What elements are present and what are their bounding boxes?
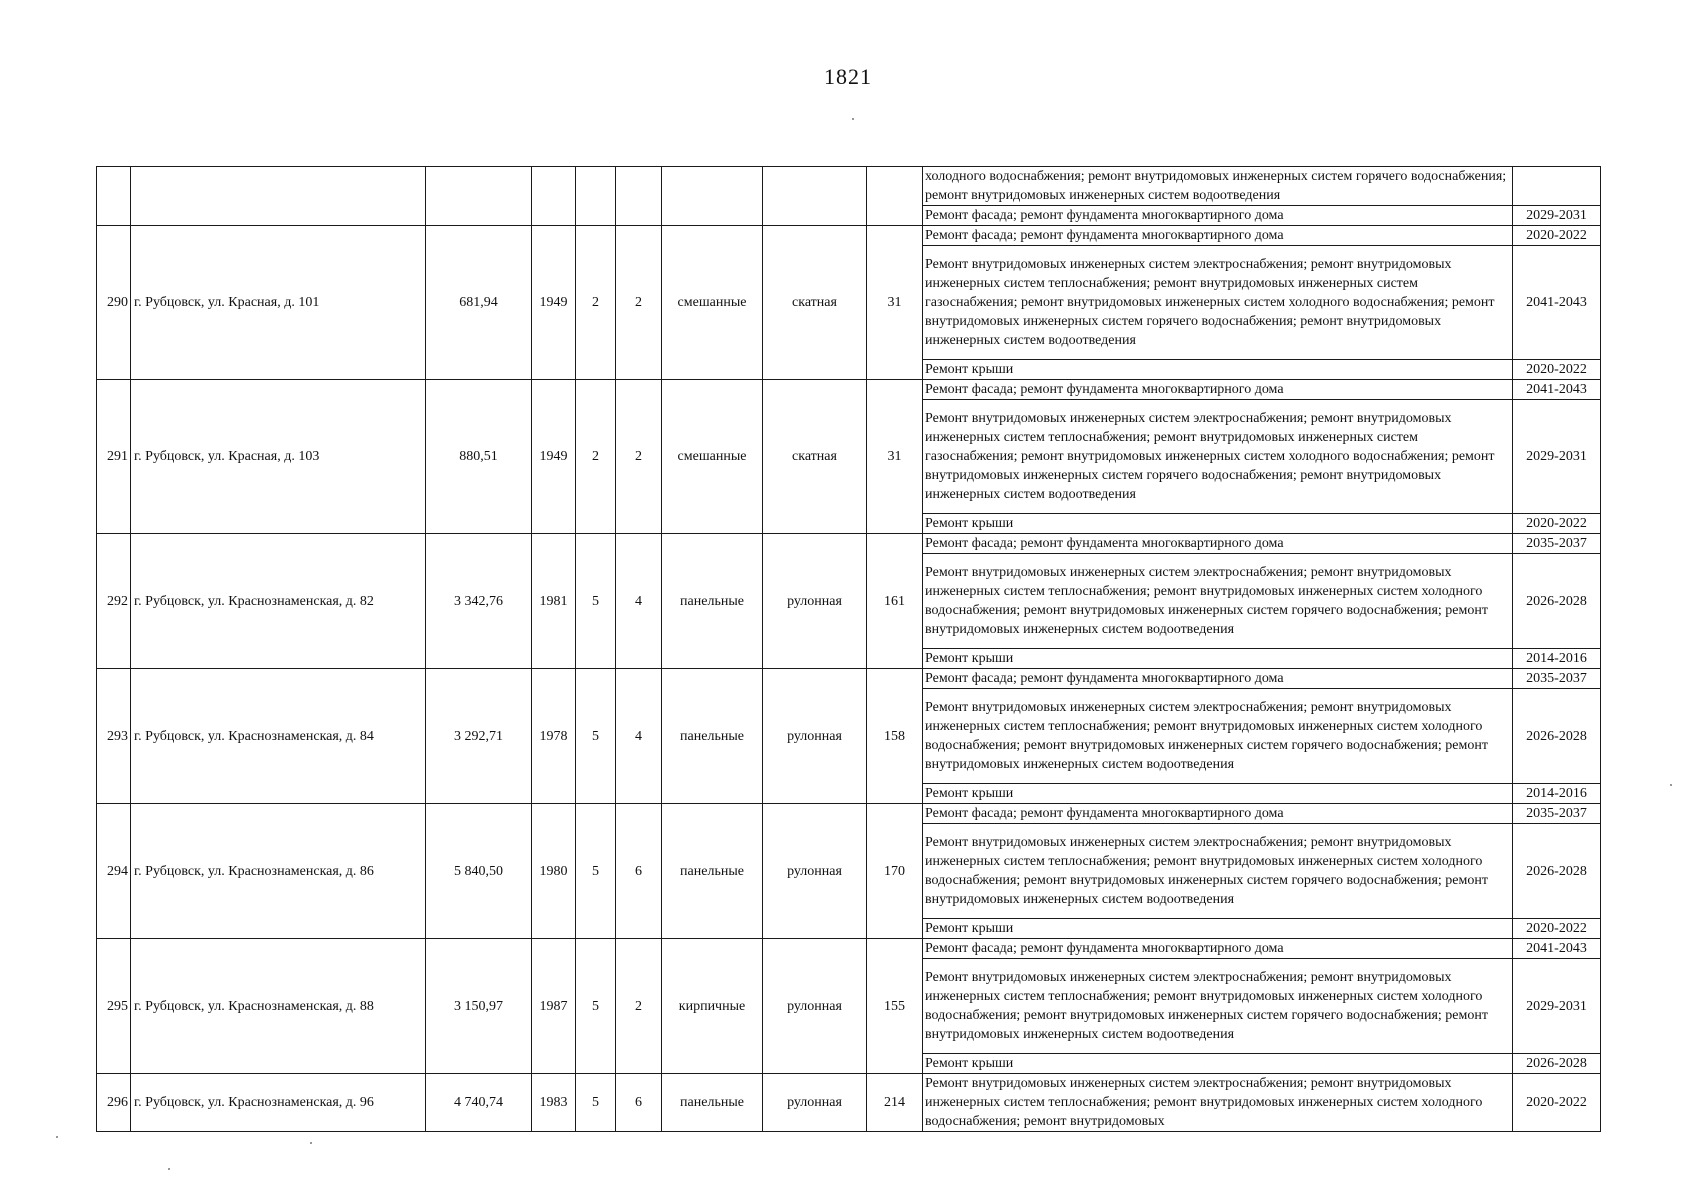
- residents-cell: 170: [867, 804, 923, 939]
- work-description-cell: Ремонт фасада; ремонт фундамента многоквартирного дома: [923, 206, 1513, 226]
- empty-continuation-cell: [763, 167, 867, 226]
- work-period-cell: 2026-2028: [1513, 554, 1601, 649]
- work-description-cell: Ремонт крыши: [923, 514, 1513, 534]
- wall-material-cell: смешанные: [662, 380, 763, 534]
- work-description-cell: Ремонт крыши: [923, 784, 1513, 804]
- table-body: [97, 167, 1601, 1132]
- table-row: [97, 804, 1601, 824]
- entrances-cell: 2: [616, 226, 662, 380]
- scan-speck: [168, 1168, 170, 1170]
- residents-cell: 155: [867, 939, 923, 1074]
- scan-speck: [1670, 784, 1672, 786]
- address-cell: г. Рубцовск, ул. Красная, д. 101: [131, 226, 426, 380]
- floors-cell: 5: [576, 804, 616, 939]
- address-cell: г. Рубцовск, ул. Краснознаменская, д. 82: [131, 534, 426, 669]
- build-year-cell: 1978: [532, 669, 576, 804]
- work-description-cell: Ремонт фасада; ремонт фундамента многоквартирного дома: [923, 226, 1513, 246]
- work-period-cell: 2020-2022: [1513, 919, 1601, 939]
- work-description-cell: Ремонт крыши: [923, 360, 1513, 380]
- wall-material-cell: панельные: [662, 1074, 763, 1132]
- wall-material-cell: кирпичные: [662, 939, 763, 1074]
- roof-type-cell: скатная: [763, 226, 867, 380]
- work-description-cell: Ремонт фасада; ремонт фундамента многоквартирного дома: [923, 939, 1513, 959]
- roof-type-cell: скатная: [763, 380, 867, 534]
- residents-cell: 31: [867, 380, 923, 534]
- work-description-cell: Ремонт фасада; ремонт фундамента многоквартирного дома: [923, 669, 1513, 689]
- total-area-cell: 4 740,74: [426, 1074, 532, 1132]
- floors-cell: 5: [576, 534, 616, 669]
- work-period-cell: 2035-2037: [1513, 534, 1601, 554]
- work-period-cell: 2026-2028: [1513, 824, 1601, 919]
- table-row: [97, 167, 1601, 206]
- total-area-cell: 5 840,50: [426, 804, 532, 939]
- work-period-cell: 2041-2043: [1513, 380, 1601, 400]
- floors-cell: 5: [576, 939, 616, 1074]
- entrances-cell: 4: [616, 534, 662, 669]
- row-number-cell: 293: [97, 669, 131, 804]
- work-period-cell: 2035-2037: [1513, 669, 1601, 689]
- work-period-cell: 2026-2028: [1513, 689, 1601, 784]
- build-year-cell: 1949: [532, 226, 576, 380]
- wall-material-cell: панельные: [662, 534, 763, 669]
- wall-material-cell: смешанные: [662, 226, 763, 380]
- work-description-cell: Ремонт внутридомовых инженерных систем электроснабжения; ремонт внутридомовых инженерных систем теплоснабжения; ремонт внутридомовых инженерных систем холодного водоснабжения; ремонт внутридомовых инженерных систем горячего водоснабжения; ремонт внутридомовых инженерных систем водоотведения: [923, 959, 1513, 1054]
- build-year-cell: 1981: [532, 534, 576, 669]
- total-area-cell: 3 150,97: [426, 939, 532, 1074]
- work-description-cell: Ремонт внутридомовых инженерных систем электроснабжения; ремонт внутридомовых инженерных систем теплоснабжения; ремонт внутридомовых инженерных систем холодного водоснабжения; ремонт внутридомовых инженерных систем горячего водоснабжения; ремонт внутридомовых инженерных систем водоотведения: [923, 689, 1513, 784]
- total-area-cell: 681,94: [426, 226, 532, 380]
- work-period-cell: 2029-2031: [1513, 206, 1601, 226]
- residents-cell: 161: [867, 534, 923, 669]
- address-cell: г. Рубцовск, ул. Краснознаменская, д. 84: [131, 669, 426, 804]
- row-number-cell: 295: [97, 939, 131, 1074]
- table-row: [97, 1074, 1601, 1132]
- scan-speck: [310, 1142, 312, 1144]
- work-description-cell: Ремонт внутридомовых инженерных систем электроснабжения; ремонт внутридомовых инженерных систем теплоснабжения; ремонт внутридомовых инженерных систем холодного водоснабжения; ремонт внутридомовых инженерных систем горячего водоснабжения; ремонт внутридомовых инженерных систем водоотведения: [923, 554, 1513, 649]
- floors-cell: 5: [576, 1074, 616, 1132]
- empty-continuation-cell: [662, 167, 763, 226]
- scan-speck: [852, 118, 854, 120]
- work-period-cell: 2026-2028: [1513, 1054, 1601, 1074]
- floors-cell: 2: [576, 226, 616, 380]
- work-description-cell: Ремонт внутридомовых инженерных систем электроснабжения; ремонт внутридомовых инженерных систем теплоснабжения; ремонт внутридомовых инженерных систем газоснабжения; ремонт внутридомовых инженерных систем холодного водоснабжения; ремонт внутридомовых инженерных систем горячего водоснабжения; ремонт внутридомовых инженерных систем водоотведения: [923, 246, 1513, 360]
- work-description-cell: Ремонт внутридомовых инженерных систем электроснабжения; ремонт внутридомовых инженерных систем теплоснабжения; ремонт внутридомовых инженерных систем холодного водоснабжения; ремонт внутридомовых: [923, 1074, 1513, 1132]
- housing-repair-table: [96, 166, 1601, 1132]
- table-row: [97, 669, 1601, 689]
- address-cell: г. Рубцовск, ул. Краснознаменская, д. 88: [131, 939, 426, 1074]
- work-period-cell: 2041-2043: [1513, 246, 1601, 360]
- work-period-cell: 2041-2043: [1513, 939, 1601, 959]
- work-period-cell: [1513, 167, 1601, 206]
- entrances-cell: 2: [616, 939, 662, 1074]
- work-description-cell: Ремонт крыши: [923, 1054, 1513, 1074]
- work-description-cell: Ремонт внутридомовых инженерных систем электроснабжения; ремонт внутридомовых инженерных систем теплоснабжения; ремонт внутридомовых инженерных систем газоснабжения; ремонт внутридомовых инженерных систем холодного водоснабжения; ремонт внутридомовых инженерных систем горячего водоснабжения; ремонт внутридомовых инженерных систем водоотведения: [923, 400, 1513, 514]
- work-period-cell: 2029-2031: [1513, 400, 1601, 514]
- row-number-cell: 291: [97, 380, 131, 534]
- entrances-cell: 6: [616, 804, 662, 939]
- residents-cell: 214: [867, 1074, 923, 1132]
- build-year-cell: 1983: [532, 1074, 576, 1132]
- entrances-cell: 6: [616, 1074, 662, 1132]
- roof-type-cell: рулонная: [763, 1074, 867, 1132]
- work-description-cell: Ремонт фасада; ремонт фундамента многоквартирного дома: [923, 380, 1513, 400]
- table-row: [97, 226, 1601, 246]
- row-number-cell: 290: [97, 226, 131, 380]
- residents-cell: 31: [867, 226, 923, 380]
- empty-continuation-cell: [867, 167, 923, 226]
- total-area-cell: 880,51: [426, 380, 532, 534]
- work-description-cell: Ремонт внутридомовых инженерных систем электроснабжения; ремонт внутридомовых инженерных систем теплоснабжения; ремонт внутридомовых инженерных систем холодного водоснабжения; ремонт внутридомовых инженерных систем горячего водоснабжения; ремонт внутридомовых инженерных систем водоотведения: [923, 824, 1513, 919]
- entrances-cell: 4: [616, 669, 662, 804]
- row-number-cell: 292: [97, 534, 131, 669]
- work-description-cell: Ремонт фасада; ремонт фундамента многоквартирного дома: [923, 534, 1513, 554]
- roof-type-cell: рулонная: [763, 669, 867, 804]
- floors-cell: 2: [576, 380, 616, 534]
- work-description-cell: холодного водоснабжения; ремонт внутридомовых инженерных систем горячего водоснабжения; ремонт внутридомовых инженерных систем водоотведения: [923, 167, 1513, 206]
- empty-continuation-cell: [97, 167, 131, 226]
- address-cell: г. Рубцовск, ул. Красная, д. 103: [131, 380, 426, 534]
- empty-continuation-cell: [616, 167, 662, 226]
- total-area-cell: 3 292,71: [426, 669, 532, 804]
- table-row: [97, 939, 1601, 959]
- work-period-cell: 2020-2022: [1513, 360, 1601, 380]
- work-description-cell: Ремонт крыши: [923, 649, 1513, 669]
- floors-cell: 5: [576, 669, 616, 804]
- work-period-cell: 2020-2022: [1513, 514, 1601, 534]
- empty-continuation-cell: [426, 167, 532, 226]
- work-description-cell: Ремонт фасада; ремонт фундамента многоквартирного дома: [923, 804, 1513, 824]
- build-year-cell: 1980: [532, 804, 576, 939]
- table-row: [97, 534, 1601, 554]
- roof-type-cell: рулонная: [763, 804, 867, 939]
- work-period-cell: 2029-2031: [1513, 959, 1601, 1054]
- roof-type-cell: рулонная: [763, 939, 867, 1074]
- table-row: [97, 380, 1601, 400]
- address-cell: г. Рубцовск, ул. Краснознаменская, д. 86: [131, 804, 426, 939]
- empty-continuation-cell: [532, 167, 576, 226]
- work-period-cell: 2020-2022: [1513, 1074, 1601, 1132]
- address-cell: г. Рубцовск, ул. Краснознаменская, д. 96: [131, 1074, 426, 1132]
- scan-speck: [56, 1136, 58, 1138]
- work-period-cell: 2020-2022: [1513, 226, 1601, 246]
- work-description-cell: Ремонт крыши: [923, 919, 1513, 939]
- work-period-cell: 2014-2016: [1513, 784, 1601, 804]
- build-year-cell: 1987: [532, 939, 576, 1074]
- wall-material-cell: панельные: [662, 804, 763, 939]
- work-period-cell: 2014-2016: [1513, 649, 1601, 669]
- row-number-cell: 296: [97, 1074, 131, 1132]
- total-area-cell: 3 342,76: [426, 534, 532, 669]
- work-period-cell: 2035-2037: [1513, 804, 1601, 824]
- wall-material-cell: панельные: [662, 669, 763, 804]
- page-number: 1821: [824, 64, 872, 89]
- residents-cell: 158: [867, 669, 923, 804]
- empty-continuation-cell: [576, 167, 616, 226]
- row-number-cell: 294: [97, 804, 131, 939]
- entrances-cell: 2: [616, 380, 662, 534]
- empty-continuation-cell: [131, 167, 426, 226]
- build-year-cell: 1949: [532, 380, 576, 534]
- roof-type-cell: рулонная: [763, 534, 867, 669]
